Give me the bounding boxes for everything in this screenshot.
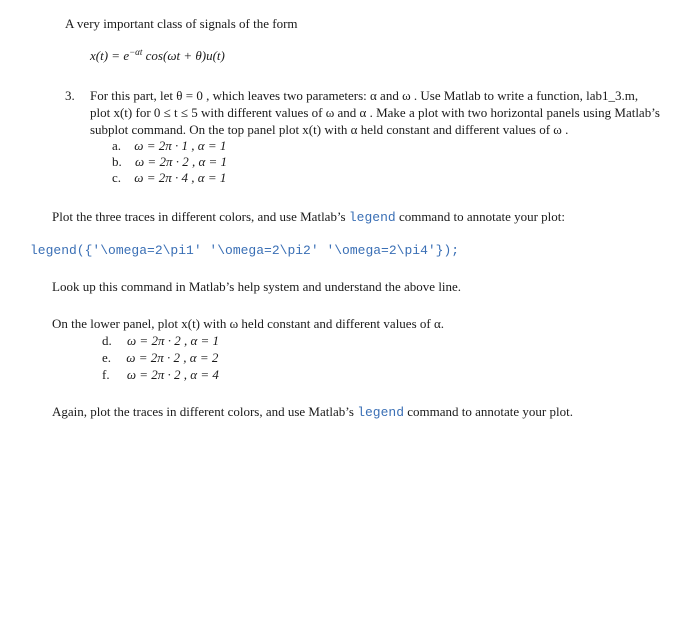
item-label: a. [112, 138, 122, 153]
item-label: b. [112, 154, 122, 169]
list-item [112, 153, 227, 170]
legend-keyword: legend [357, 405, 404, 420]
item-value: ω = 2π · 2 , α = 4 [126, 367, 219, 382]
problem-line-2: plot x(t) for 0 ≤ t ≤ 5 with different values of ω and α . Make a plot with two horizontal panels using Matlab’s [90, 105, 660, 120]
problem-number: 3. [65, 88, 75, 103]
item-label: c. [112, 170, 122, 185]
item-label: e. [102, 350, 112, 365]
signal-formula [90, 47, 225, 66]
list-item [112, 169, 226, 186]
list-item [112, 137, 226, 154]
item-label: f. [102, 367, 110, 382]
item-label: d. [102, 333, 112, 348]
item-value: ω = 2π · 2 , α = 1 [135, 154, 228, 169]
plot-instruction [52, 208, 565, 226]
again-before: Again, plot the traces in different colors, and use Matlab’s [52, 404, 358, 419]
formula-rhs: cos(ωt + θ)u(t) [142, 48, 225, 63]
legend-code-line: legend({'\omega=2\pi1' '\omega=2\pi2' '\omega=2\pi4'}); [30, 243, 460, 258]
formula-lhs: x(t) = e [90, 48, 130, 63]
legend-keyword: legend [348, 210, 396, 225]
list-item [102, 366, 219, 383]
item-value: ω = 2π · 1 , α = 1 [134, 138, 227, 153]
plot-instruction-before: Plot the three traces in different colors, and use Matlab’s [52, 209, 349, 224]
item-value: ω = 2π · 2 , α = 2 [126, 350, 219, 365]
list-item [102, 332, 219, 349]
list-item [102, 349, 218, 366]
lower-panel-text: On the lower panel, plot x(t) with ω held constant and different values of α. [52, 316, 445, 331]
formula-exponent: −αt [129, 47, 143, 57]
again-instruction [52, 403, 573, 421]
intro-text: A very important class of signals of the form [65, 16, 298, 31]
item-value: ω = 2π · 2 , α = 1 [127, 333, 220, 348]
again-after: command to annotate your plot. [404, 404, 573, 419]
lookup-text: Look up this command in Matlab’s help system and understand the above line. [52, 279, 462, 294]
problem-line-3: subplot command. On the top panel plot x(t) with α held constant and different values of ω . [90, 122, 569, 137]
plot-instruction-after: command to annotate your plot: [395, 209, 566, 224]
item-value: ω = 2π · 4 , α = 1 [134, 170, 227, 185]
problem-line-1: For this part, let θ = 0 , which leaves two parameters: α and ω . Use Matlab to write a function, lab1_3.m, [90, 88, 639, 103]
